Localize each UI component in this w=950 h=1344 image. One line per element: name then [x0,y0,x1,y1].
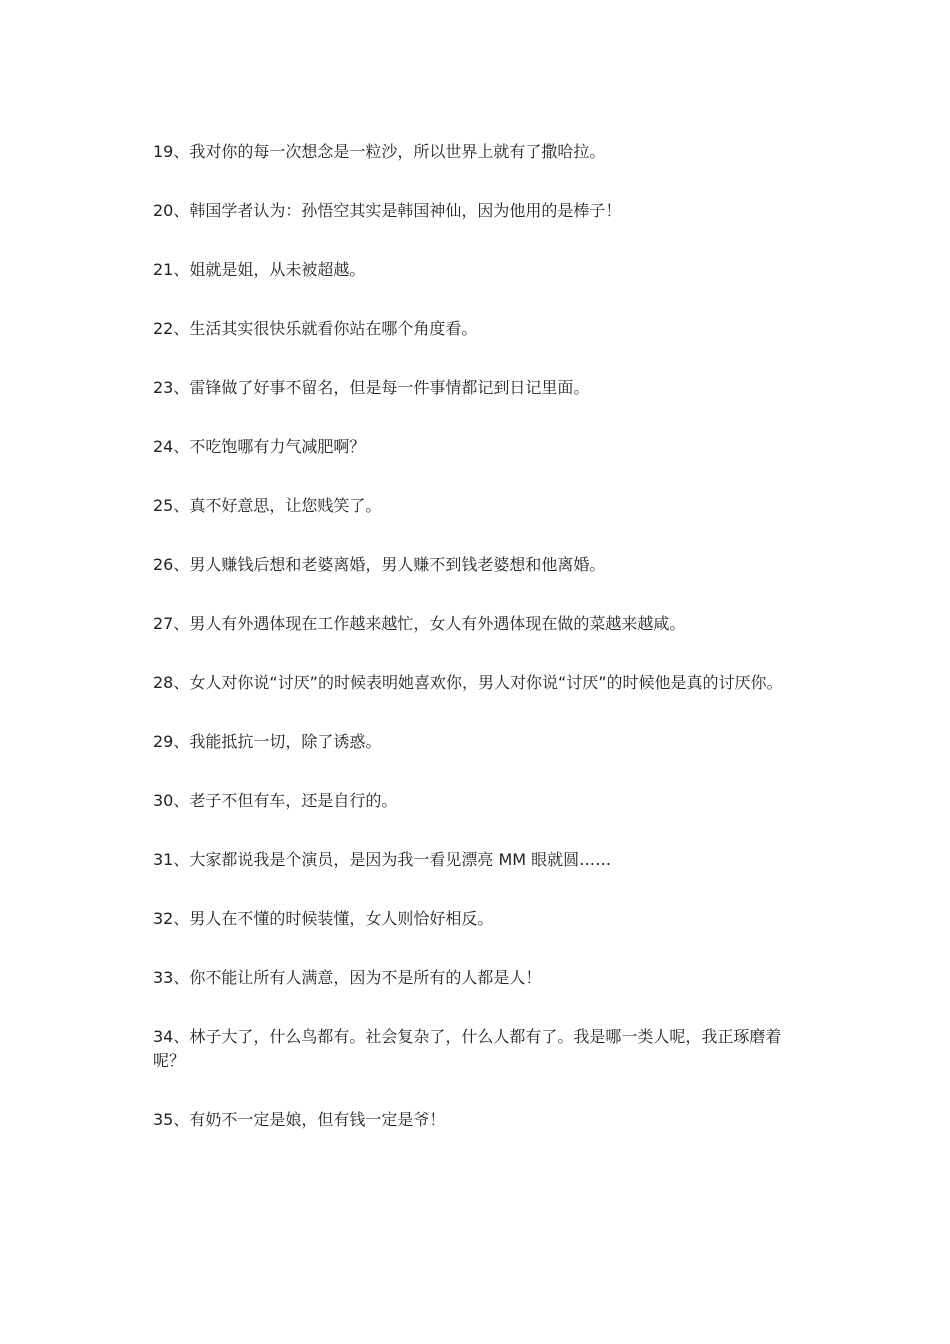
list-item: 30、老子不但有车，还是自行的。 [153,791,398,810]
list-item: 26、男人赚钱后想和老婆离婚，男人赚不到钱老婆想和他离婚。 [153,555,606,574]
list-item: 22、生活其实很快乐就看你站在哪个角度看。 [153,319,478,338]
list-item: 33、你不能让所有人满意，因为不是所有的人都是人！ [153,968,542,987]
list-item: 20、韩国学者认为：孙悟空其实是韩国神仙，因为他用的是棒子！ [153,201,622,220]
list-item: 35、有奶不一定是娘，但有钱一定是爷！ [153,1110,446,1129]
list-item: 21、姐就是姐，从未被超越。 [153,260,366,279]
list-item: 25、真不好意思，让您贱笑了。 [153,496,382,515]
joke-list [153,140,798,1167]
list-item: 29、我能抵抗一切，除了诱惑。 [153,732,382,751]
list-item: 34、林子大了，什么鸟都有。社会复杂了，什么人都有了。我是哪一类人呢，我正琢磨着呢？ [153,1027,782,1070]
list-item: 28、女人对你说“讨厌”的时候表明她喜欢你，男人对你说“讨厌”的时候他是真的讨厌你。 [153,673,783,692]
list-item: 19、我对你的每一次想念是一粒沙，所以世界上就有了撒哈拉。 [153,142,606,161]
list-item: 24、不吃饱哪有力气减肥啊？ [153,437,366,456]
list-item: 27、男人有外遇体现在工作越来越忙，女人有外遇体现在做的菜越来越咸。 [153,614,686,633]
list-item: 23、雷锋做了好事不留名，但是每一件事情都记到日记里面。 [153,378,590,397]
list-item: 31、大家都说我是个演员，是因为我一看见漂亮 MM 眼就圆…… [153,850,612,869]
list-item: 32、男人在不懂的时候装懂，女人则恰好相反。 [153,909,494,928]
